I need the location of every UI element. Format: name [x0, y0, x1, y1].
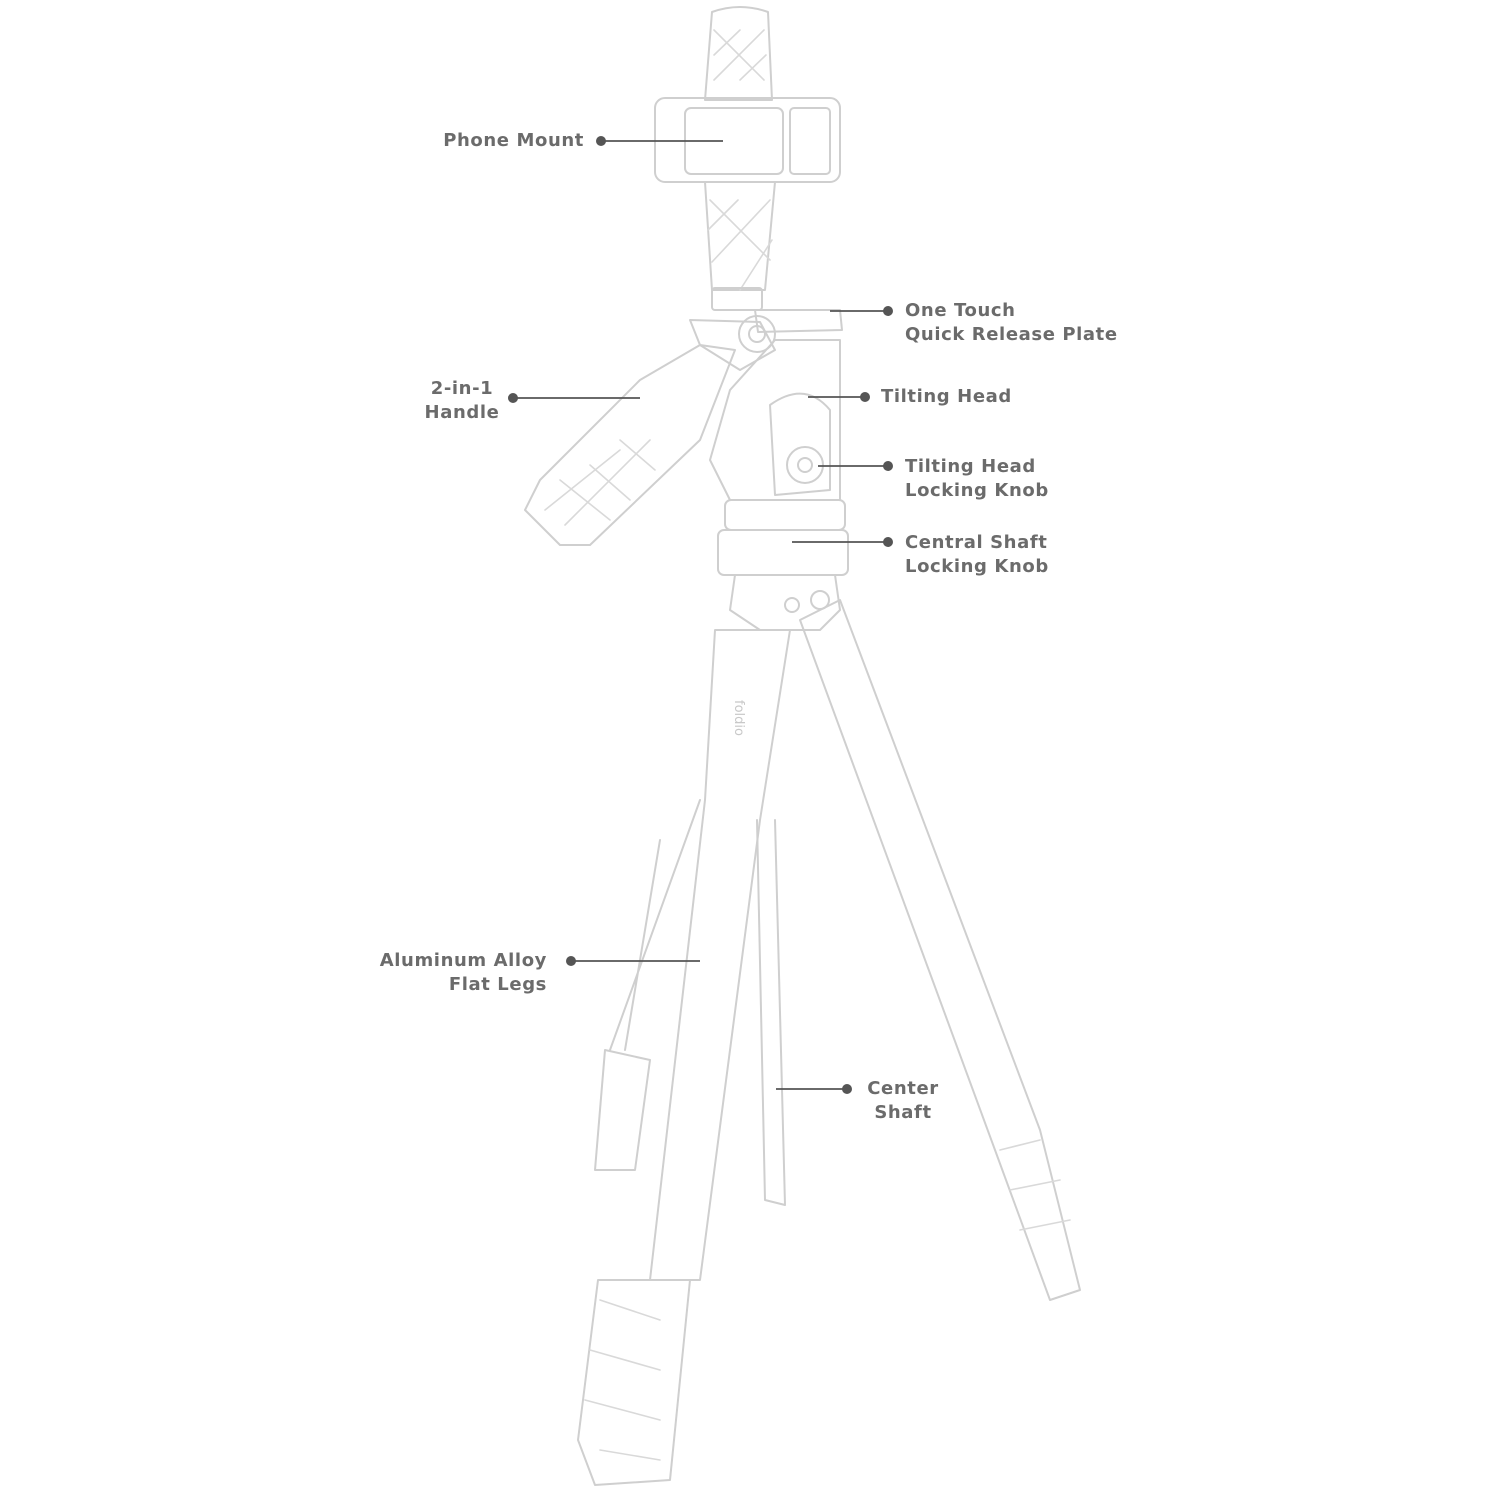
brand-mark-text: foldio [731, 700, 746, 736]
central-shaft-knob-drawing [718, 500, 848, 630]
phone-mount-label: Phone Mount [443, 130, 584, 151]
central-shaft-locking-knob-label: Central Shaft Locking Knob [905, 532, 1049, 577]
phone-mount-drawing [655, 7, 840, 310]
center-shaft-label: Center Shaft [867, 1078, 939, 1123]
tilting-head-label: Tilting Head [881, 386, 1012, 407]
quick-release-plate-label: One Touch Quick Release Plate [905, 300, 1118, 345]
legs-drawing [578, 600, 1080, 1485]
aluminum-alloy-legs-label: Aluminum Alloy Flat Legs [379, 950, 547, 995]
handle-drawing [525, 345, 735, 545]
handle-label: 2-in-1 Handle [424, 378, 500, 423]
tilting-head-locking-knob-label: Tilting Head Locking Knob [905, 456, 1049, 501]
